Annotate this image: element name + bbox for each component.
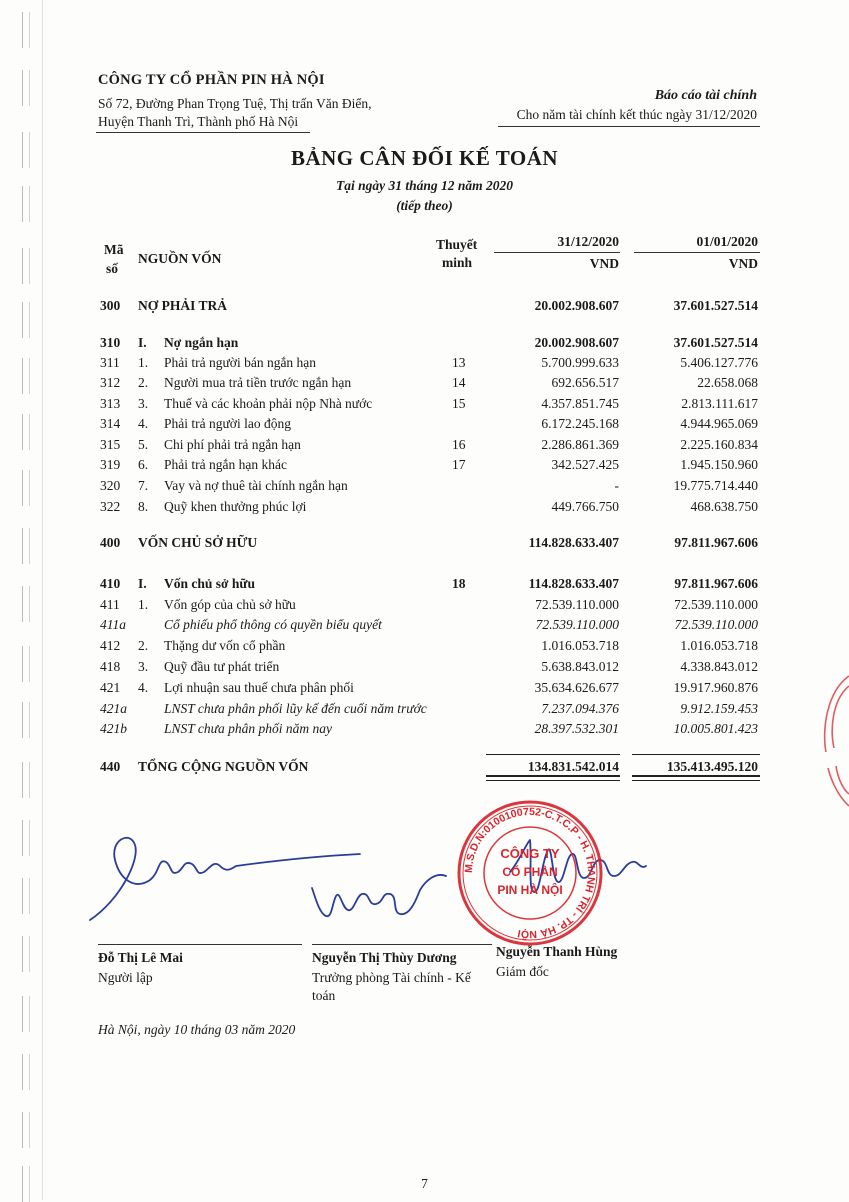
- place-and-date: Hà Nội, ngày 10 tháng 03 năm 2020: [98, 1022, 296, 1037]
- binding-hole: [22, 1112, 30, 1148]
- table-row: 410 I. Vốn chủ sở hữu 18 114.828.633.407 97.811.967.606: [100, 576, 758, 591]
- table-row: 311 1. Phải trả người bán ngắn hạn 13 5.700.999.633 5.406.127.776: [100, 355, 758, 370]
- signer-chief-accountant-name: Nguyễn Thị Thùy Dương: [312, 950, 457, 965]
- total-col1-double-rule: [486, 775, 620, 781]
- table-row: 412 2. Thặng dư vốn cổ phần 1.016.053.718 1.016.053.718: [100, 638, 758, 653]
- signer-preparer-name: Đỗ Thị Lê Mai: [98, 950, 183, 965]
- partial-stamp-edge: [818, 672, 849, 812]
- table-row: 322 8. Quỹ khen thưởng phúc lợi 449.766.750 468.638.750: [100, 499, 758, 514]
- signer-preparer-role: Người lập: [98, 970, 153, 985]
- table-row: 421 4. Lợi nhuận sau thuế chưa phân phối 35.634.626.677 19.917.960.876: [100, 680, 758, 695]
- binding-hole: [22, 878, 30, 914]
- binding-hole: [22, 12, 30, 48]
- header-code-line2: số: [106, 261, 119, 276]
- report-underline: [498, 126, 760, 127]
- report-title: Báo cáo tài chính: [654, 88, 757, 103]
- header-col1-date: 31/12/2020: [557, 234, 619, 249]
- table-row: 400 VỐN CHỦ SỞ HỮU 114.828.633.407 97.811.967.606: [100, 535, 758, 550]
- table-row: 300 NỢ PHẢI TRẢ 20.002.908.607 37.601.527.514: [100, 298, 758, 313]
- header-col1-rule: [494, 252, 620, 253]
- table-row: 313 3. Thuế và các khoản phải nộp Nhà nước 15 4.357.851.745 2.813.111.617: [100, 396, 758, 411]
- signer-chief-accountant-role: Trưởng phòng Tài chính - Kế: [312, 970, 471, 985]
- header-col2-rule: [634, 252, 760, 253]
- document-continued: (tiếp theo): [396, 198, 453, 213]
- company-seal-stamp: [455, 798, 605, 948]
- binding-hole: [22, 936, 30, 972]
- table-row: 320 7. Vay và nợ thuê tài chính ngắn hạn - 19.775.714.440: [100, 478, 758, 493]
- signature-line-chief-accountant: [312, 944, 492, 945]
- binding-hole: [22, 820, 30, 856]
- binding-hole: [22, 248, 30, 284]
- total-col1-top-rule: [486, 754, 620, 755]
- table-row: 319 6. Phải trả ngắn hạn khác 17 342.527.425 1.945.150.960: [100, 457, 758, 472]
- table-row: 440 TỔNG CỘNG NGUỒN VỐN 134.831.542.014 135.413.495.120: [100, 759, 758, 774]
- stamp-line3: PIN HÀ NỘI: [497, 883, 563, 897]
- signer-director-name: Nguyễn Thanh Hùng: [496, 944, 618, 959]
- report-period: Cho năm tài chính kết thúc ngày 31/12/2020: [516, 107, 757, 122]
- signature-scribbles: [80, 820, 700, 940]
- header-code-line1: Mã: [104, 242, 124, 257]
- company-address-line1: Số 72, Đường Phan Trọng Tuệ, Thị trấn Văn Điển,: [98, 96, 372, 111]
- header-col2-unit: VND: [728, 256, 758, 271]
- table-row: 315 5. Chi phí phải trả ngắn hạn 16 2.286.861.369 2.225.160.834: [100, 437, 758, 452]
- header-note-line1: Thuyết: [436, 237, 478, 252]
- table-row: 312 2. Người mua trả tiền trước ngắn hạn 14 692.656.517 22.658.068: [100, 375, 758, 390]
- signer-director-role: Giám đốc: [496, 964, 549, 979]
- address-underline: [96, 132, 310, 133]
- header-col2-date: 01/01/2020: [696, 234, 758, 249]
- total-col2-top-rule: [632, 754, 760, 755]
- table-row: 411a Cổ phiếu phổ thông có quyền biểu quyết 72.539.110.000 72.539.110.000: [100, 617, 758, 632]
- document-title: BẢNG CÂN ĐỐI KẾ TOÁN: [290, 146, 559, 170]
- header-item: NGUỒN VỐN: [138, 251, 222, 266]
- company-name: CÔNG TY CỔ PHẦN PIN HÀ NỘI: [98, 72, 325, 88]
- header-col1-unit: VND: [589, 256, 619, 271]
- binding-hole: [22, 996, 30, 1032]
- stamp-line1: CÔNG TY: [500, 846, 560, 861]
- stamp-line2: CỔ PHẦN: [502, 865, 558, 879]
- page-number: 7: [421, 1176, 428, 1191]
- table-row: 421a LNST chưa phân phối lũy kế đến cuối năm trước 7.237.094.376 9.912.159.453: [100, 701, 758, 716]
- table-row: 310 I. Nợ ngắn hạn 20.002.908.607 37.601.527.514: [100, 335, 758, 350]
- binding-hole: [22, 1054, 30, 1090]
- document-date: Tại ngày 31 tháng 12 năm 2020: [335, 178, 514, 193]
- table-row: 418 3. Quỹ đầu tư phát triển 5.638.843.012 4.338.843.012: [100, 659, 758, 674]
- header-note-line2: minh: [442, 255, 473, 270]
- signer-chief-accountant-role-cont: toán: [312, 988, 336, 1003]
- total-col2-double-rule: [632, 775, 760, 781]
- table-row: 314 4. Phải trả người lao động 6.172.245.168 4.944.965.069: [100, 416, 758, 431]
- signature-duong: [312, 875, 446, 916]
- stamp-outer-text: M.S.D.N:0100100752-C.T.C.P - H. THANH TRÌ - TP. HÀ NỘI: [462, 805, 598, 941]
- table-row: 421b LNST chưa phân phối năm nay 28.397.532.301 10.005.801.423: [100, 721, 758, 736]
- binding-hole: [22, 70, 30, 106]
- company-address-line2: Huyện Thanh Trì, Thành phố Hà Nội: [98, 114, 299, 129]
- table-row: 411 1. Vốn góp của chủ sở hữu 72.539.110.000 72.539.110.000: [100, 597, 758, 612]
- signature-line-preparer: [98, 944, 302, 945]
